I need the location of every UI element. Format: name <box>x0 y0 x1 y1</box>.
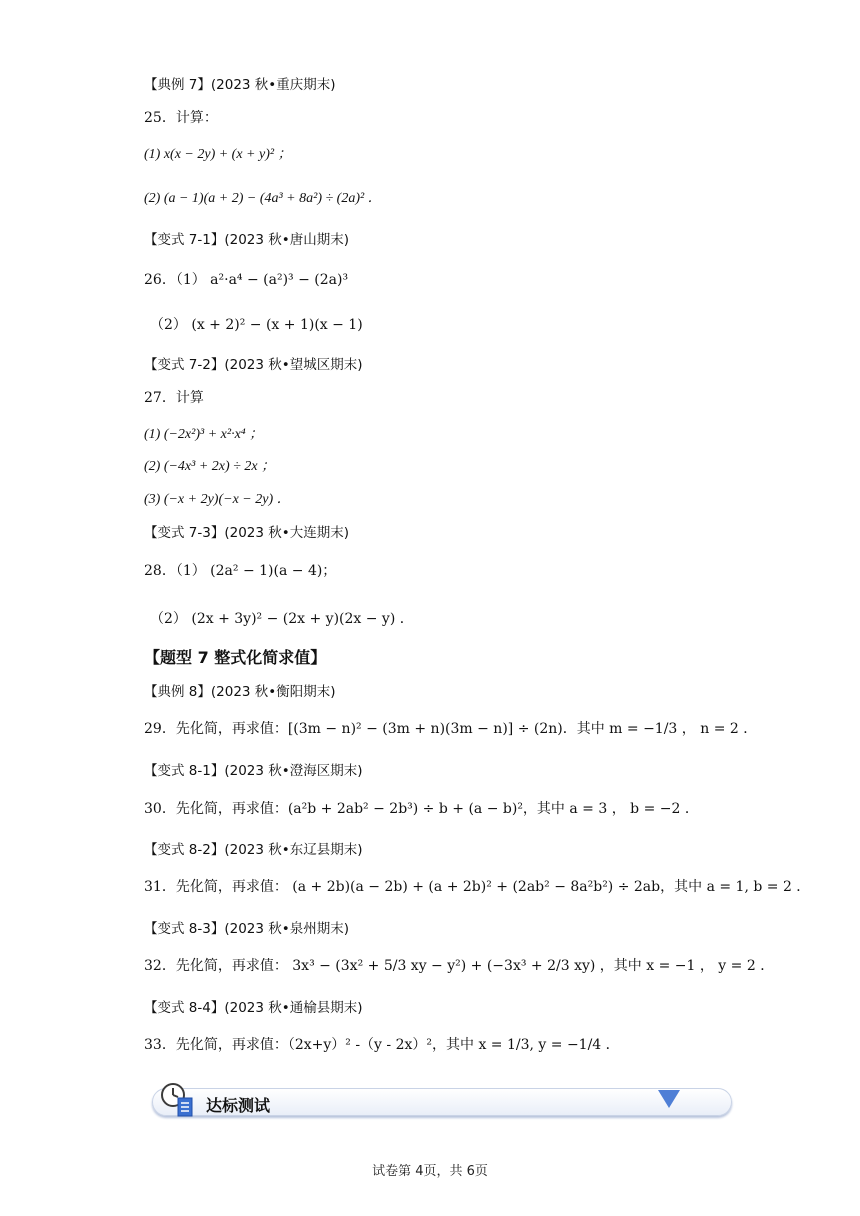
line-4: (2) (a − 1)(a + 2) − (4a³ + 8a²) ÷ (2a)² ． <box>144 191 382 206</box>
line-23: 【变式 8-3】(2023 秋•泉州期末) <box>144 921 349 937</box>
section-heading: 【题型 7 整式化简求值】 <box>144 648 327 667</box>
page-footer: 试卷第 4页，共 6页 <box>372 1164 488 1179</box>
line-5: 【变式 7-1】(2023 秋•唐山期末) <box>144 232 349 248</box>
line-1: 【典例 7】(2023 秋•重庆期末) <box>144 77 336 93</box>
line-19: 【变式 8-1】(2023 秋•澄海区期末) <box>144 763 363 779</box>
line-11: (2) (−4x³ + 2x) ÷ 2x ； <box>144 459 276 474</box>
banner-label: 达标测试 <box>206 1096 271 1115</box>
section-banner <box>152 1082 732 1120</box>
line-6: 26．（1） a²·a⁴ − (a²)³ − (2a)³ <box>144 272 349 288</box>
line-25: 【变式 8-4】(2023 秋•通榆县期末) <box>144 1000 363 1016</box>
clock-document-icon <box>160 1082 194 1118</box>
line-20: 30．先化简，再求值：(a²b + 2ab² − 2b³) ÷ b + (a − b)²，其中 a = 3 ， b = −2 ． <box>144 801 699 817</box>
line-2: 25．计算： <box>144 110 218 126</box>
line-22: 31．先化简，再求值： (a + 2b)(a − 2b) + (a + 2b)² + (2ab² − 8a²b²) ÷ 2ab，其中 a = 1, b = 2 ． <box>144 879 811 895</box>
line-24: 32．先化简，再求值： 3x³ − (3x² + 5/3 xy − y²) + (−3x³ + 2/3 xy) ，其中 x = −1 ， y = 2 ． <box>144 958 775 974</box>
line-12: (3) (−x + 2y)(−x − 2y) ． <box>144 492 291 507</box>
line-21: 【变式 8-2】(2023 秋•东辽县期末) <box>144 842 363 858</box>
line-17: 【典例 8】(2023 秋•衡阳期末) <box>144 684 336 700</box>
triangle-down-icon <box>658 1090 680 1108</box>
line-14: 28．（1） (2a² − 1)(a − 4)； <box>144 563 337 579</box>
line-26: 33．先化简，再求值：（2x+y）² -（y - 2x）²，其中 x = 1/3, y = −1/4 ． <box>144 1037 620 1053</box>
line-18: 29．先化简，再求值：[(3m − n)² − (3m + n)(3m − n)] ÷ (2n)．其中 m = −1/3 ， n = 2 ． <box>144 721 758 737</box>
line-8: 【变式 7-2】(2023 秋•望城区期末) <box>144 357 363 373</box>
line-13: 【变式 7-3】(2023 秋•大连期末) <box>144 525 349 541</box>
line-9: 27．计算 <box>144 390 204 406</box>
line-3: (1) x(x − 2y) + (x + y)² ； <box>144 147 292 162</box>
line-15: （2） (2x + 3y)² − (2x + y)(2x − y) ． <box>150 611 414 627</box>
line-10: (1) (−2x²)³ + x²·x⁴ ； <box>144 427 264 442</box>
line-7: （2） (x + 2)² − (x + 1)(x − 1) <box>150 317 363 333</box>
